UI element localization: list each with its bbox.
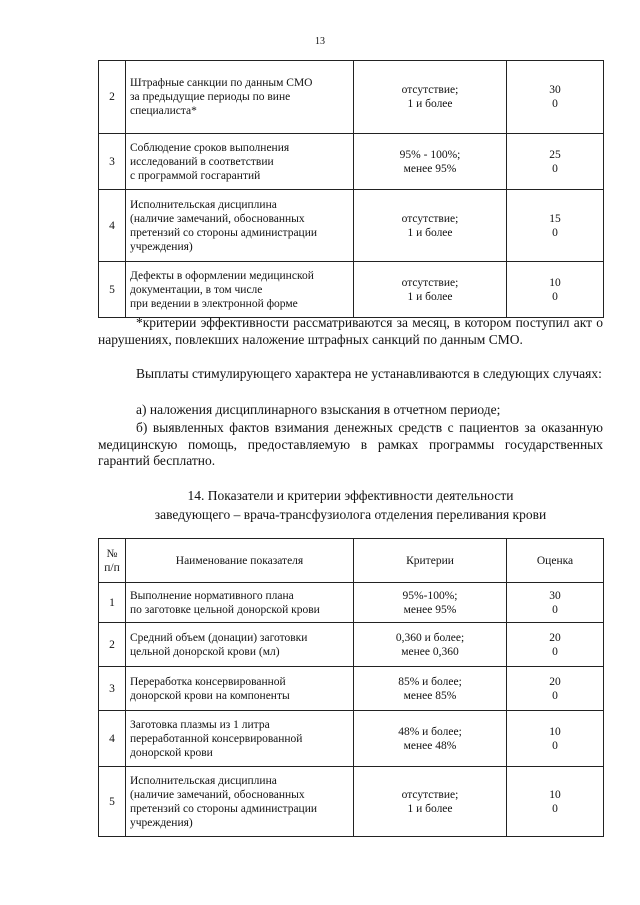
row-number: 5 (99, 262, 126, 318)
header-score: Оценка (507, 539, 604, 583)
footnote-paragraph: *критерии эффективности рассматриваются за месяц, в котором поступил акт о нарушениях, повлекших наложение штрафных санкций по данным СМО. (98, 315, 603, 347)
indicator-name: Штрафные санкции по данным СМО за предыдущие периоды по вине специалиста* (126, 61, 354, 134)
criteria-cell: 95%-100%; менее 95% (354, 583, 507, 623)
indicator-name: Исполнительская дисциплина (наличие замечаний, обоснованных претензий со стороны администрации учреждения) (126, 767, 354, 837)
table-row (99, 61, 604, 134)
criteria-cell: отсутствие; 1 и более (354, 262, 507, 318)
case-a-paragraph: а) наложения дисциплинарного взыскания в отчетном периоде; (136, 402, 501, 417)
row-number: 3 (99, 134, 126, 190)
table-row (99, 767, 604, 837)
criteria-cell: 95% - 100%; менее 95% (354, 134, 507, 190)
score-cell: 10 0 (507, 767, 604, 837)
table-row (99, 190, 604, 262)
criteria-cell: отсутствие; 1 и более (354, 767, 507, 837)
score-cell: 20 0 (507, 667, 604, 711)
header-num: № п/п (99, 539, 126, 583)
table-row (99, 262, 604, 318)
row-number: 4 (99, 711, 126, 767)
table-row (99, 711, 604, 767)
table-row (99, 134, 604, 190)
criteria-cell: отсутствие; 1 и более (354, 61, 507, 134)
case-b-paragraph: б) выявленных фактов взимания денежных средств с пациентов за оказанную медицинскую помощь, предоставляемую в рамках программы государственных гарантий бесплатно. (98, 420, 603, 468)
payments-intro-paragraph: Выплаты стимулирующего характера не устанавливаются в следующих случаях: (136, 366, 602, 381)
score-cell: 25 0 (507, 134, 604, 190)
score-cell: 30 0 (507, 61, 604, 134)
header-criteria: Критерии (354, 539, 507, 583)
section-heading-line: 14. Показатели и критерии эффективности деятельности (187, 488, 514, 503)
page-number: 13 (315, 36, 325, 47)
row-number: 1 (99, 583, 126, 623)
table-row (99, 583, 604, 623)
score-cell: 10 0 (507, 711, 604, 767)
section-heading (98, 486, 603, 524)
score-cell: 15 0 (507, 190, 604, 262)
indicator-name: Заготовка плазмы из 1 литра переработанной консервированной донорской крови (126, 711, 354, 767)
indicator-name: Переработка консервированной донорской крови на компоненты (126, 667, 354, 711)
score-cell: 10 0 (507, 262, 604, 318)
row-number: 3 (99, 667, 126, 711)
row-number: 5 (99, 767, 126, 837)
criteria-cell: 48% и более; менее 48% (354, 711, 507, 767)
criteria-cell: 85% и более; менее 85% (354, 667, 507, 711)
efficiency-criteria-table (98, 538, 604, 837)
criteria-table-continued (98, 60, 604, 318)
header-name: Наименование показателя (126, 539, 354, 583)
criteria-cell: отсутствие; 1 и более (354, 190, 507, 262)
indicator-name: Исполнительская дисциплина (наличие замечаний, обоснованных претензий со стороны администрации учреждения) (126, 190, 354, 262)
indicator-name: Выполнение нормативного плана по заготовке цельной донорской крови (126, 583, 354, 623)
indicator-name: Дефекты в оформлении медицинской документации, в том числе при ведении в электронной форме (126, 262, 354, 318)
score-cell: 30 0 (507, 583, 604, 623)
row-number: 2 (99, 61, 126, 134)
indicator-name: Соблюдение сроков выполнения исследований в соответствии с программой госгарантий (126, 134, 354, 190)
table-row (99, 623, 604, 667)
table-header-row (99, 539, 604, 583)
criteria-cell: 0,360 и более; менее 0,360 (354, 623, 507, 667)
row-number: 2 (99, 623, 126, 667)
section-heading-line: заведующего – врача-трансфузиолога отделения переливания крови (154, 507, 547, 522)
score-cell: 20 0 (507, 623, 604, 667)
table-row (99, 667, 604, 711)
row-number: 4 (99, 190, 126, 262)
indicator-name: Средний объем (донации) заготовки цельной донорской крови (мл) (126, 623, 354, 667)
